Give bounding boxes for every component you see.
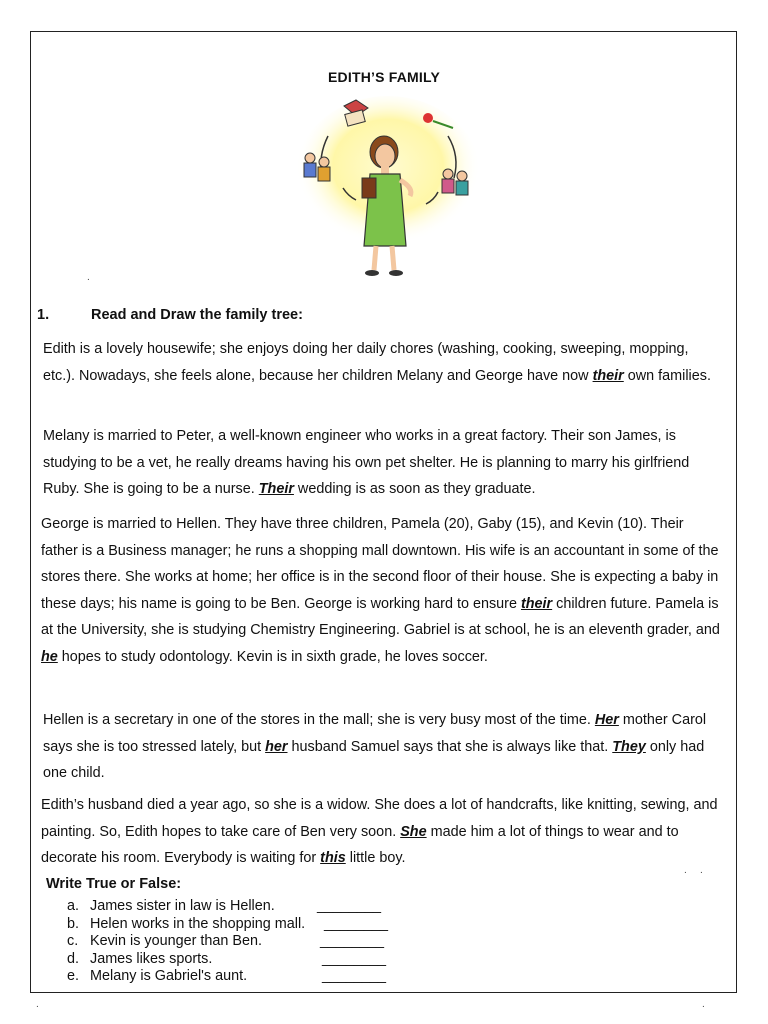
paragraph-2-text: Melany is married to Peter, a well-known engineer who works in a great factory. Their son James, is studying to be a vet, he really dreams having his own pet shelter. He is planning to marry his girlfriend Ruby. She is going to be a nurse. — [43, 428, 690, 498]
answer-blank[interactable]: ________ — [322, 968, 387, 985]
answer-blank[interactable]: ________ — [322, 950, 387, 967]
paragraph-4-text-end: only had one child. — [43, 738, 705, 782]
paragraph-2 — [43, 423, 723, 503]
paragraph-3-text-end: hopes to study odontology. Kevin is in sixth grade, he loves soccer. — [57, 648, 488, 665]
paragraph-3 — [41, 511, 723, 671]
keyword-he: he — [41, 648, 58, 665]
paragraph-3-text: George is married to Hellen. They have three children, Pamela (20), Gaby (15), and Kevin (10). Their father is a Business manager; he runs a shopping mall downtown. His wife is an accountant in some of the stores there. She works at home; her office is in the second floor of their house. She is expecting a baby in these days; his name is going to be Ben. George is working hard to ensure — [41, 516, 719, 612]
keyword-their-2: Their — [258, 481, 294, 498]
paragraph-1-text-end: own families. — [623, 367, 711, 384]
keyword-this: this — [320, 850, 346, 867]
keyword-her-1: Her — [594, 712, 619, 728]
stray-dot: . — [36, 999, 39, 1010]
paragraph-1 — [43, 336, 723, 389]
page-title: EDITH’S FAMILY — [328, 69, 440, 85]
keyword-they: They — [612, 738, 646, 755]
paragraph-5 — [41, 792, 723, 872]
paragraph-5-text-mid: made him a lot of things to wear and to decorate his room. Everybody is waiting for — [41, 823, 679, 867]
juggling-woman-illustration — [288, 96, 488, 281]
list-item — [67, 898, 382, 916]
list-item — [67, 933, 385, 951]
true-false-list — [67, 898, 389, 986]
item-letter: e. — [67, 968, 80, 985]
stray-dot: . — [700, 865, 703, 876]
true-false-title: Write True or False: — [46, 876, 182, 892]
paragraph-4-text-mid2: husband Samuel says that she is always like that. — [287, 738, 613, 755]
paragraph-4-text: Hellen is a secretary in one of the stores in the mall; she is very busy most of the time. — [43, 712, 595, 728]
keyword-their-3: their — [520, 595, 553, 612]
item-letter: b. — [67, 915, 80, 932]
item-text: James likes sports. — [90, 950, 213, 967]
stray-dot: . — [702, 999, 705, 1010]
paragraph-5-text: Edith’s husband died a year ago, so she is a widow. She does a lot of handcrafts, like knitting, sewing, and painting. So, Edith hopes to take care of Ben very soon. — [41, 797, 718, 840]
stray-dot: . — [87, 272, 90, 283]
list-item — [67, 950, 387, 969]
answer-blank[interactable]: ________ — [320, 933, 385, 950]
item-letter: c. — [67, 933, 79, 950]
item-text: Helen works in the shopping mall. — [90, 915, 306, 932]
section-heading — [37, 307, 303, 323]
paragraph-2-text-end: wedding is as soon as they graduate. — [293, 481, 536, 498]
section-number: 1. — [37, 307, 50, 323]
list-item — [67, 968, 387, 986]
item-text: Kevin is younger than Ben. — [90, 933, 262, 950]
stray-dot: . — [684, 865, 687, 876]
keyword-her-2: her — [265, 738, 288, 755]
paragraph-5-text-end: little boy. — [345, 850, 406, 867]
list-item — [67, 915, 389, 934]
paragraph-1-text: Edith is a lovely housewife; she enjoys doing her daily chores (washing, cooking, sweeping, mopping, etc.). Nowadays, she feels alone, because her children Melany and George have now — [43, 341, 689, 384]
item-text: Melany is Gabriel's aunt. — [90, 968, 248, 985]
paragraph-3-text-mid: children future. Pamela is at the University, she is studying Chemistry Engineering. Gabriel is at school, he is an eleventh grader, and — [41, 595, 720, 639]
paragraph-4 — [43, 707, 723, 787]
keyword-she: She — [400, 823, 427, 840]
section-heading-text: Read and Draw the family tree: — [91, 307, 303, 323]
paragraph-4-text-mid: mother Carol says she is too stressed lately, but — [43, 712, 707, 755]
keyword-their-1: their — [592, 367, 624, 384]
answer-blank[interactable]: ________ — [324, 915, 389, 932]
item-letter: d. — [67, 950, 80, 967]
answer-blank[interactable]: ________ — [317, 898, 382, 914]
item-letter: a. — [67, 898, 80, 914]
item-text: James sister in law is Hellen. — [90, 898, 275, 914]
